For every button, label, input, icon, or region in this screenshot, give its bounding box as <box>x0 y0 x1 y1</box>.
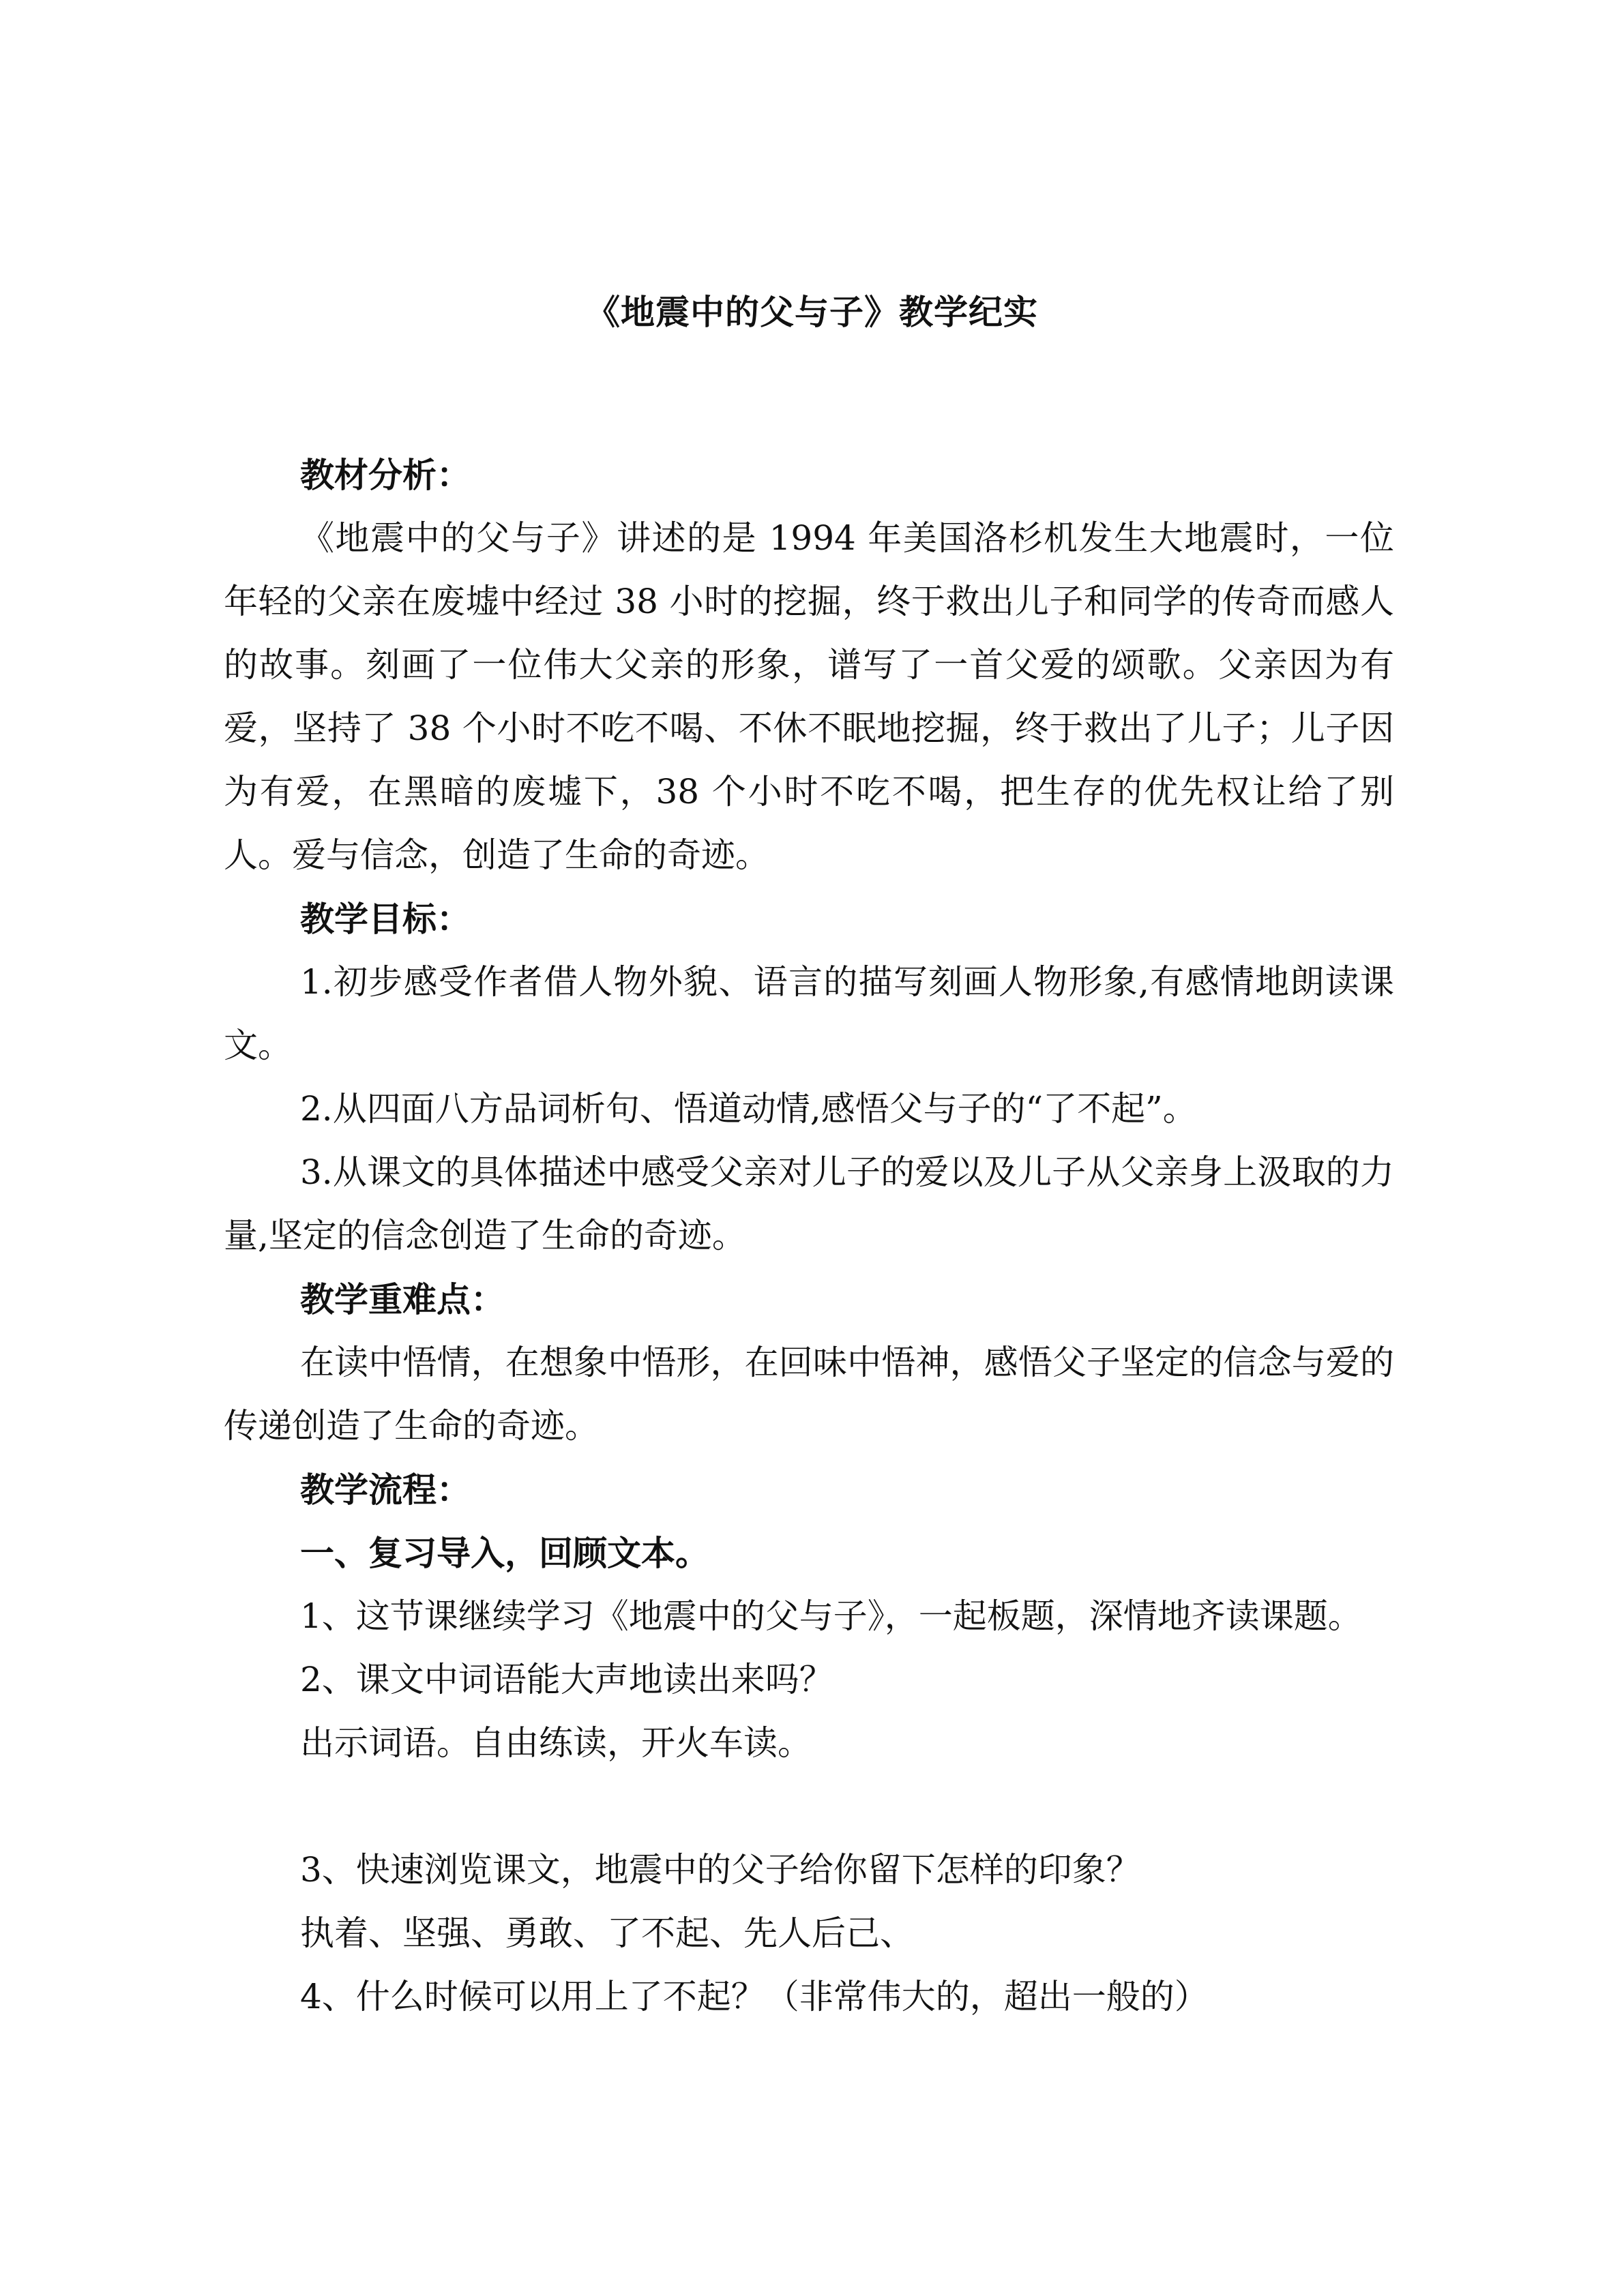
goals-heading: 教学目标： <box>300 899 471 939</box>
step-2-note: 出示词语。自由练读，开火车读。 <box>300 1723 812 1763</box>
goal-item-1: 1.初步感受作者借人物外貌、语言的描写刻画人物形象,有感情地朗读课文。 <box>224 962 1394 1065</box>
blank-line <box>224 1775 1394 1838</box>
part-one-heading: 一、复习导入，回顾文本。 <box>300 1533 709 1573</box>
goal-item-3: 3.从课文的具体描述中感受父亲对儿子的爱以及儿子从父亲身上汲取的力量,坚定的信念创造了生命的奇迹。 <box>224 1152 1394 1255</box>
process-heading: 教学流程： <box>300 1470 471 1510</box>
step-4: 4、什么时候可以用上了不起？（非常伟大的，超出一般的） <box>300 1977 1209 2016</box>
document-body <box>224 443 1394 2029</box>
step-2: 2、课文中词语能大声地读出来吗？ <box>300 1660 833 1699</box>
goal-item-2: 2.从四面八方品词析句、悟道动情,感悟父与子的“了不起”。 <box>300 1089 1197 1129</box>
step-3-note: 执着、坚强、勇敢、了不起、先人后己、 <box>300 1913 914 1953</box>
document-title: 《地震中的父与子》教学纪实 <box>586 292 1038 332</box>
analysis-paragraph: 《地震中的父与子》讲述的是 1994 年美国洛杉机发生大地震时，一位年轻的父亲在废墟中经过 38 小时的挖掘，终于救出儿子和同学的传奇而感人的故事。刻画了一位伟大父亲的形象，谱写了一首父爱的颂歌。父亲因为有爱，坚持了 38 个小时不吃不喝、不休不眠地挖掘，终于救出了儿子；儿子因为有爱，在黑暗的废墟下，38 个小时不吃不喝，把生存的优先权让给了别人。爱与信念，创造了生命的奇迹。 <box>224 518 1394 875</box>
key-points-paragraph: 在读中悟情，在想象中悟形，在回味中悟神，感悟父子坚定的信念与爱的传递创造了生命的奇迹。 <box>224 1343 1394 1446</box>
key-points-heading: 教学重难点： <box>300 1279 505 1320</box>
step-3: 3、快速浏览课文，地震中的父子给你留下怎样的印象？ <box>300 1850 1140 1890</box>
analysis-heading: 教材分析： <box>300 455 471 495</box>
step-1: 1、这节课继续学习《地震中的父与子》，一起板题，深情地齐读课题。 <box>300 1596 1362 1636</box>
